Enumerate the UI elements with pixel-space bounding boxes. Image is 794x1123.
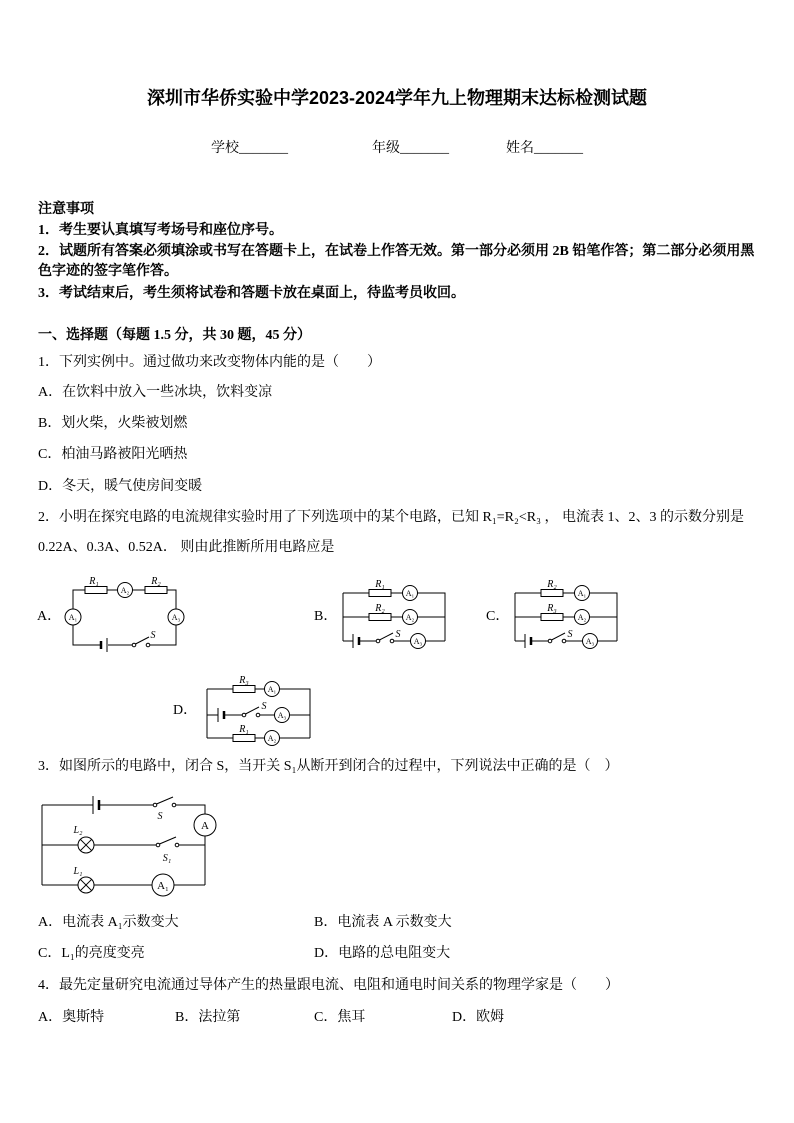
q4-option: D．欧姆: [452, 1010, 505, 1025]
circuit-c-label-r-top: R₂: [547, 579, 557, 590]
q2-option-label: B．: [314, 609, 338, 624]
circuit-d-label-m-bottom: A₂: [267, 734, 277, 743]
q1-option: D．冬天，暖气使房间变暖: [38, 479, 203, 494]
circuit-c-label-m-top: A₁: [577, 589, 587, 598]
q3-label-lamp-bottom: L₁: [73, 866, 83, 877]
q3-label-meter-main: A: [201, 820, 209, 832]
circuit-d-label-r-top: R₃: [239, 675, 249, 686]
page-title: 深圳市华侨实验中学2023-2024学年九上物理期末达标检测试题: [146, 88, 648, 108]
circuit-b-label-r-top: R₁: [375, 579, 385, 590]
circuit-b-resistor-mid: [369, 614, 391, 621]
circuit-a: [65, 576, 184, 652]
notice-line: 色字迹的签字笔作答。: [38, 264, 178, 279]
circuit-c-resistor-top: [541, 590, 563, 597]
circuit-c-resistor-mid: [541, 614, 563, 621]
circuit-c-switch-contact: [562, 639, 566, 643]
circuit-d-label-m-mid: A₃: [277, 711, 287, 720]
circuit-b: [343, 579, 445, 649]
q3-circuit: [42, 796, 216, 896]
circuit-a-switch-pivot: [132, 643, 136, 647]
q1-option: B．划火柴，火柴被划燃: [38, 416, 188, 431]
circuit-a-resistor-right: [145, 587, 167, 594]
q2-option-label: A．: [37, 609, 62, 624]
q2-option-label: D．: [173, 703, 198, 718]
q3-label-meter-branch: A₁: [157, 880, 169, 892]
q3-switch-s-contact: [172, 803, 176, 807]
circuit-d-label-m-top: A₁: [267, 685, 277, 694]
q3-label-switch-main: S: [157, 811, 163, 822]
q3-switch-s-blade: [157, 797, 174, 804]
circuit-a-wires: [73, 590, 176, 645]
circuit-c-wires: [515, 593, 617, 641]
circuit-d-resistor-top: [233, 686, 255, 693]
q3-option: C．L₁的亮度变亮: [38, 946, 145, 961]
circuit-d-switch-contact: [256, 713, 260, 717]
q3-switch-s1-contact: [175, 843, 179, 847]
q3-label-switch-branch: S₁: [162, 853, 172, 864]
circuit-a-label-m-top: A₂: [120, 586, 130, 595]
circuit-d: [207, 675, 310, 746]
circuit-a-label-r-right: R₂: [151, 576, 161, 587]
circuit-a-label-m-right: A₃: [171, 613, 181, 622]
q3-switch-s-pivot: [153, 803, 157, 807]
circuit-b-resistor-top: [369, 590, 391, 597]
circuit-c-label-switch: S: [567, 629, 573, 640]
school-field: 学校_______: [211, 141, 288, 156]
q1-option: A．在饮料中放入一些冰块，饮料变凉: [38, 385, 273, 400]
circuit-a-resistor-left: [85, 587, 107, 594]
circuit-a-switch-contact: [146, 643, 150, 647]
q3-circuit-wires: [42, 805, 205, 885]
circuit-b-label-m-bottom: A₃: [413, 637, 423, 646]
q3-option: B．电流表 A 示数变大: [314, 915, 452, 930]
q2-stem-line: 0.22A、0.3A、0.52A． 则由此推断所用电路应是: [38, 540, 335, 555]
q2-stem-line: 2．小明在探究电路的电流规律实验时用了下列选项中的某个电路，已知 R₁=R₂<R₃ ， 电流表 1、2、3 的示数分别是: [38, 510, 744, 525]
notice-line: 1．考生要认真填写考场号和座位序号。: [38, 223, 283, 238]
circuit-d-label-r-bottom: R₁: [239, 724, 249, 735]
circuit-d-switch-pivot: [242, 713, 246, 717]
q4-option: C．焦耳: [314, 1010, 366, 1025]
circuit-c-label-m-mid: A₂: [577, 613, 587, 622]
q3-label-lamp-top: L₂: [73, 825, 83, 836]
q3-switch-s1-blade: [160, 837, 177, 844]
q3-switch-s1-pivot: [156, 843, 160, 847]
q1-option: C．柏油马路被阳光晒热: [38, 447, 188, 462]
circuit-b-wires: [343, 593, 445, 641]
q1-stem: 1．下列实例中。通过做功来改变物体内能的是（ ）: [38, 355, 381, 370]
circuit-c-label-m-bottom: A₃: [585, 637, 595, 646]
q4-stem: 4．最先定量研究电流通过导体产生的热量跟电流、电阻和通电时间关系的物理学家是（ ）: [38, 978, 619, 993]
grade-field: 年级_______: [372, 141, 449, 156]
circuit-b-label-m-mid: A₂: [405, 613, 415, 622]
q2-option-label: C．: [486, 609, 510, 624]
circuit-a-label-m-left: A₁: [68, 613, 78, 622]
q3-option: D．电路的总电阻变大: [314, 946, 451, 961]
q4-option: B．法拉第: [175, 1010, 241, 1025]
circuit-a-label-r-left: R₁: [89, 576, 99, 587]
notice-heading: 注意事项: [38, 202, 94, 217]
circuit-c: [515, 579, 617, 649]
circuit-b-switch-pivot: [376, 639, 380, 643]
circuit-b-switch-contact: [390, 639, 394, 643]
circuit-c-switch-pivot: [548, 639, 552, 643]
q4-option: A．奥斯特: [38, 1010, 105, 1025]
notice-line: 2．试题所有答案必须填涂或书写在答题卡上，在试卷上作答无效。第一部分必须用 2B 铅笔作答；第二部分必须用黑: [38, 244, 755, 259]
circuit-c-label-r-mid: R₃: [547, 603, 557, 614]
name-field: 姓名_______: [506, 141, 583, 156]
circuit-d-label-switch: S: [261, 701, 267, 712]
q3-stem: 3．如图所示的电路中，闭合 S，当开关 S₁从断开到闭合的过程中，下列说法中正确的是（ ）: [38, 759, 619, 774]
circuit-b-label-m-top: A₁: [405, 589, 415, 598]
circuit-b-label-switch: S: [395, 629, 401, 640]
circuit-d-resistor-bottom: [233, 735, 255, 742]
notice-line: 3．考试结束后，考生须将试卷和答题卡放在桌面上，待监考员收回。: [38, 286, 465, 301]
circuit-a-label-switch: S: [150, 630, 156, 641]
circuit-b-label-r-mid: R₂: [375, 603, 385, 614]
section-heading: 一、选择题（每题 1.5 分，共 30 题，45 分）: [38, 328, 311, 343]
q3-option: A．电流表 A₁示数变大: [38, 915, 179, 930]
